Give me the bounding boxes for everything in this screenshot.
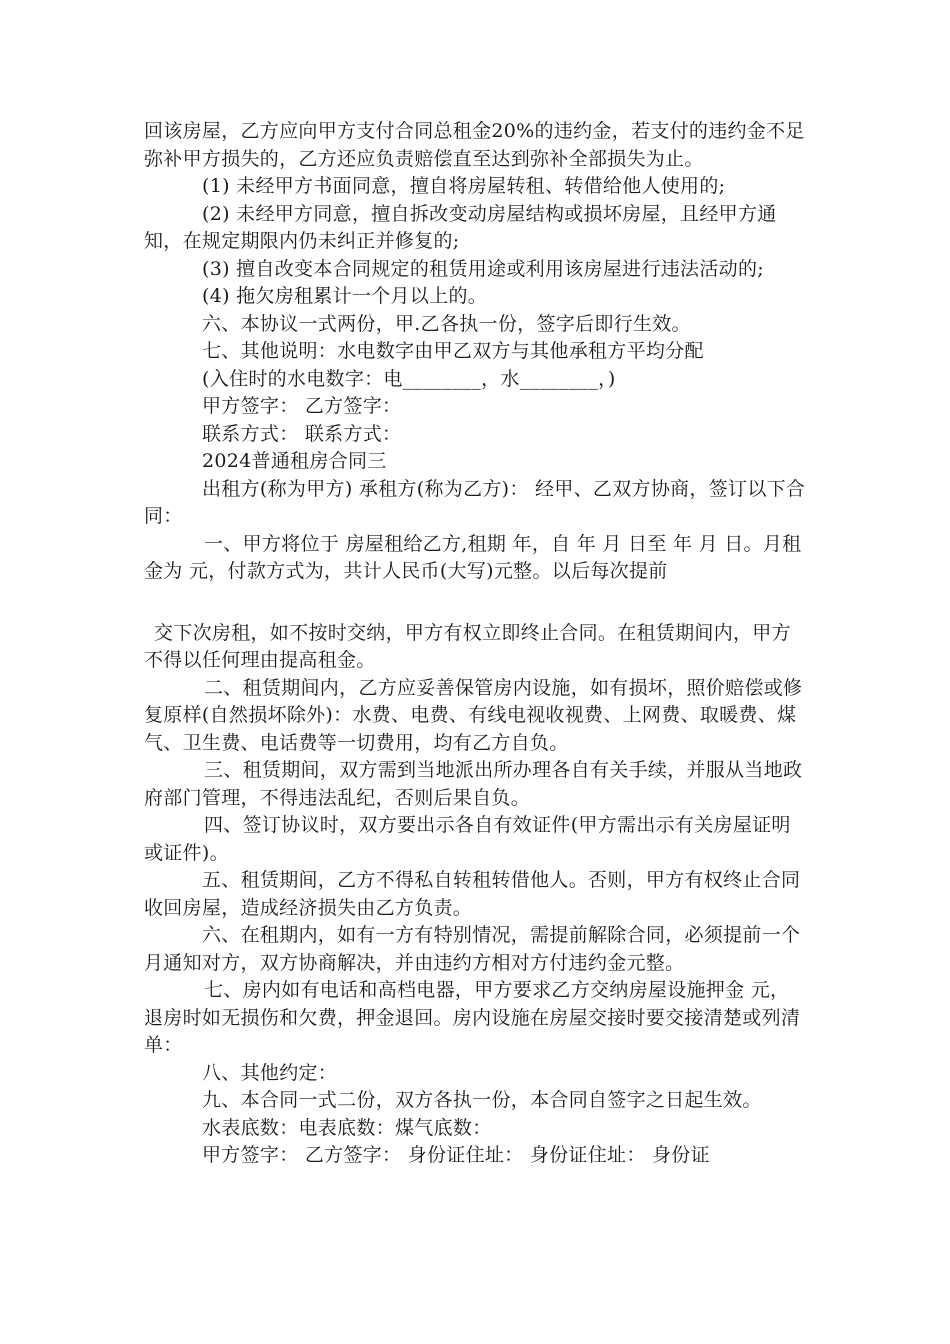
paragraph: 九、本合同一式二份，双方各执一份，本合同自签字之日起生效。: [202, 1089, 762, 1111]
meter-readings-line: 水表底数：电表底数：煤气底数：: [202, 1116, 492, 1139]
paragraph: (2) 未经甲方同意，擅自拆改变动房屋结构或损坏房屋，且经甲方通知，在规定期限内仍未纠正并修复的;: [144, 202, 777, 252]
contact-line: 联系方式： 联系方式：: [202, 422, 402, 445]
paragraph: (4) 拖欠房租累计一个月以上的。: [202, 285, 488, 307]
paragraph: (1) 未经甲方书面同意，擅自将房屋转租、转借给他人使用的;: [202, 175, 726, 197]
paragraph: 三、租赁期间，双方需到当地派出所办理各自有关手续，并服从当地政府部门管理，不得违法乱纪，否则后果自负。: [144, 759, 803, 809]
paragraph: 七、房内如有电话和高档电器，甲方要求乙方交纳房屋设施押金 元，退房时如无损伤和欠费，押金退回。房内设施在房屋交接时要交接清楚或列清单：: [144, 979, 801, 1056]
signature-line: 甲方签字： 乙方签字：: [202, 395, 402, 417]
section-title: 2024普通租房合同三: [202, 450, 387, 472]
body-section-1: [144, 118, 806, 586]
paragraph: 六、本协议一式两份，甲.乙各执一份，签字后即行生效。: [202, 312, 691, 335]
paragraph: 一、甲方将位于 房屋租给乙方,租期 年，自 年 月 日至 年 月 日。月租金为 元，付款方式为，共计人民币(大写)元整。以后每次提前: [144, 532, 802, 582]
paragraph: 五、租赁期间，乙方不得私自转租转借他人。否则，甲方有权终止合同收回房屋，造成经济损失由乙方负责。: [144, 869, 801, 919]
paragraph: 出租方(称为甲方) 承租方(称为乙方)： 经甲、乙双方协商，签订以下合同：: [144, 477, 806, 527]
body-section-2: [144, 620, 806, 1170]
paragraph: (3) 擅自改变本合同规定的租赁用途或利用该房屋进行违法活动的;: [202, 257, 764, 280]
page-break-gap: [144, 586, 806, 620]
paragraph: 八、其他约定：: [202, 1061, 338, 1084]
paragraph: (入住时的水电数字：电________，水________，): [202, 367, 616, 390]
paragraph: 七、其他说明：水电数字由甲乙双方与其他承租方平均分配: [202, 340, 704, 362]
signature-line: 甲方签字： 乙方签字： 身份证住址： 身份证住址： 身份证: [202, 1144, 710, 1166]
document-body: [144, 118, 806, 1170]
paragraph: 交下次房租，如不按时交纳，甲方有权立即终止合同。在租赁期间内，甲方不得以任何理由提高租金。: [144, 621, 791, 671]
paragraph: 二、租赁期间内，乙方应妥善保管房内设施，如有损坏，照价赔偿或修复原样(自然损坏除外)：水费、电费、有线电视收视费、上网费、取暖费、煤气、卫生费、电话费等一切费用，均有乙方自负。: [144, 676, 803, 754]
paragraph: 回该房屋，乙方应向甲方支付合同总租金20%的违约金，若支付的违约金不足弥补甲方损失的，乙方还应负责赔偿直至达到弥补全部损失为止。: [144, 120, 805, 170]
paragraph: 四、签订协议时，双方要出示各自有效证件(甲方需出示有关房屋证明或证件)。: [144, 814, 791, 864]
paragraph: 六、在租期内，如有一方有特别情况，需提前解除合同，必须提前一个月通知对方，双方协商解决，并由违约方相对方付违约金元整。: [144, 924, 801, 974]
